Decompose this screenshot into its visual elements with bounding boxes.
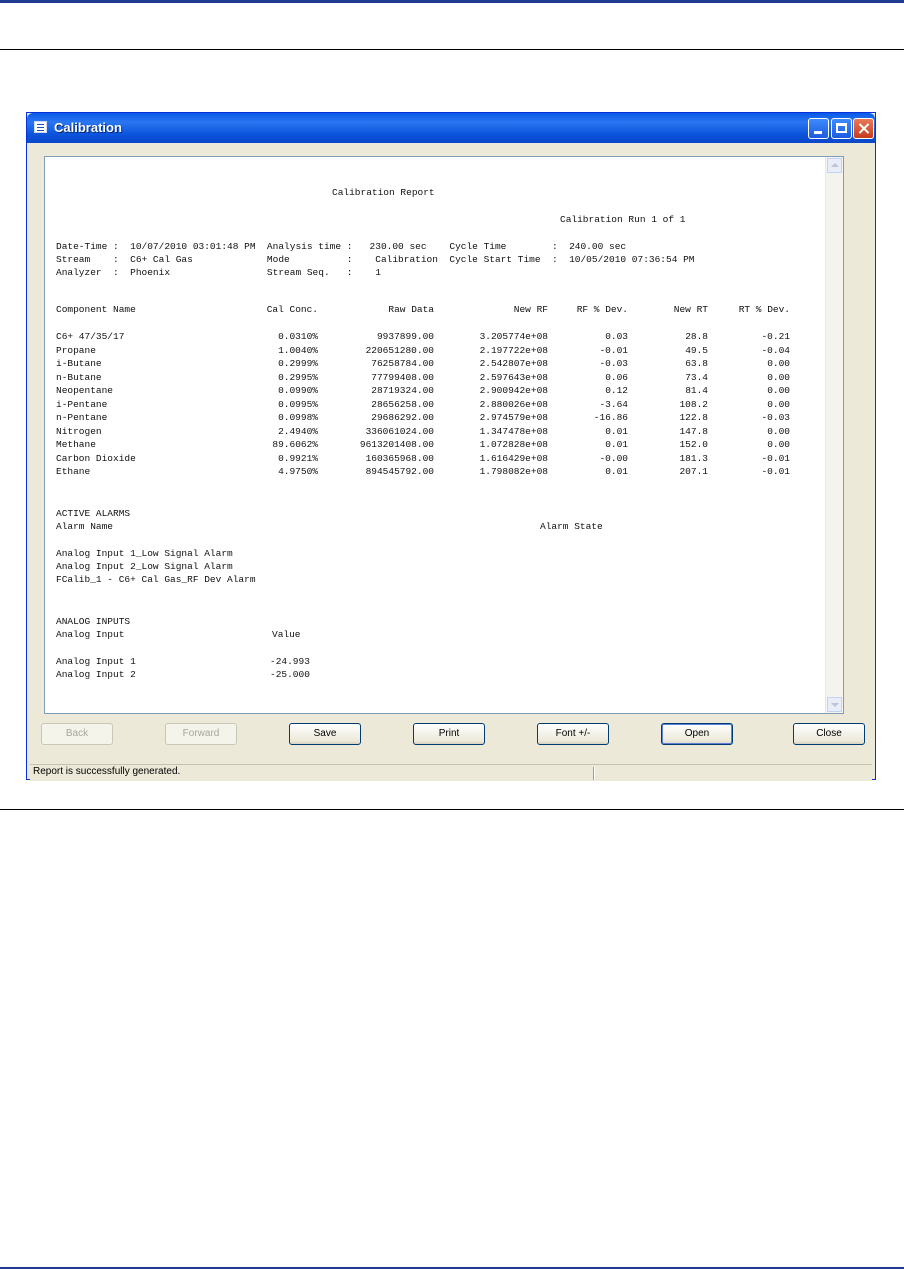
raw-data-cell: 160365968.00 xyxy=(365,453,434,464)
rf-dev-cell: -16.86 xyxy=(593,412,628,423)
window-title: Calibration xyxy=(54,120,122,135)
cal-conc-cell: 4.9750% xyxy=(278,466,318,477)
alarm-item: Analog Input 1_Low Signal Alarm xyxy=(56,548,233,559)
new-rf-cell: 1.347478e+08 xyxy=(479,426,548,437)
raw-data-cell: 220651280.00 xyxy=(365,345,434,356)
font-size-button[interactable]: Font +/- xyxy=(537,723,609,745)
app-icon xyxy=(34,121,47,133)
rf-dev-cell: 0.01 xyxy=(605,439,628,450)
rt-dev-cell: 0.00 xyxy=(767,439,790,450)
rt-dev-cell: 0.00 xyxy=(767,426,790,437)
rt-dev-cell: -0.21 xyxy=(761,331,790,342)
report-content xyxy=(54,157,826,713)
new-rf-cell: 1.798082e+08 xyxy=(479,466,548,477)
rt-dev-cell: -0.03 xyxy=(761,412,790,423)
raw-data-cell: 894545792.00 xyxy=(365,466,434,477)
rt-dev-cell: 0.00 xyxy=(767,385,790,396)
component-name-cell: i-Butane xyxy=(56,358,102,369)
header-line: Analyzer : Phoenix Stream Seq. : 1 xyxy=(56,267,381,278)
raw-data-cell: 28719324.00 xyxy=(371,385,434,396)
component-name-cell: Ethane xyxy=(56,466,91,477)
new-rf-cell: 1.616429e+08 xyxy=(479,453,548,464)
alarms-section-title: ACTIVE ALARMS xyxy=(56,508,131,519)
title-bar[interactable] xyxy=(27,113,875,143)
new-rf-cell: 1.072828e+08 xyxy=(479,439,548,450)
cal-conc-cell: 0.0998% xyxy=(278,412,318,423)
raw-data-cell: 76258784.00 xyxy=(371,358,434,369)
new-rt-cell: 108.2 xyxy=(679,399,708,410)
rt-dev-cell: 0.00 xyxy=(767,372,790,383)
analog-input-value: -24.993 xyxy=(270,656,310,667)
raw-data-cell: 9937899.00 xyxy=(376,331,434,342)
header-line: Stream : C6+ Cal Gas Mode : Calibration Cycle Start Time : 10/05/2010 07:36:54 PM xyxy=(56,254,695,265)
analog-input-name: Analog Input 1 xyxy=(56,656,136,667)
calibration-window xyxy=(26,112,876,780)
top-divider xyxy=(0,49,904,50)
new-rt-cell: 152.0 xyxy=(679,439,708,450)
new-rf-cell: 2.974579e+08 xyxy=(479,412,548,423)
rt-dev-cell: -0.01 xyxy=(761,466,790,477)
raw-data-cell: 77799408.00 xyxy=(371,372,434,383)
new-rf-cell: 2.900942e+08 xyxy=(479,385,548,396)
close-button[interactable]: Close xyxy=(793,723,865,745)
forward-button[interactable]: Forward xyxy=(165,723,237,745)
report-heading: Calibration Report xyxy=(332,187,435,198)
status-text: Report is successfully generated. xyxy=(33,766,181,777)
component-name-cell: Neopentane xyxy=(56,385,114,396)
new-rt-cell: 81.4 xyxy=(685,385,708,396)
analog-input-value: -25.000 xyxy=(270,669,310,680)
new-rt-cell: 49.5 xyxy=(685,345,708,356)
page-top-rule xyxy=(0,0,904,3)
raw-data-cell: 28656258.00 xyxy=(371,399,434,410)
column-header: Cal Conc. xyxy=(266,304,318,315)
rf-dev-cell: 0.03 xyxy=(605,331,628,342)
maximize-button[interactable] xyxy=(831,118,852,139)
component-name-cell: Propane xyxy=(56,345,96,356)
new-rf-cell: 2.542807e+08 xyxy=(479,358,548,369)
print-button[interactable]: Print xyxy=(413,723,485,745)
rf-dev-cell: 0.06 xyxy=(605,372,628,383)
cal-conc-cell: 0.0995% xyxy=(278,399,318,410)
raw-data-cell: 9613201408.00 xyxy=(359,439,434,450)
cal-conc-cell: 0.2999% xyxy=(278,358,318,369)
cal-conc-cell: 1.0040% xyxy=(278,345,318,356)
cal-conc-cell: 0.2995% xyxy=(278,372,318,383)
new-rt-cell: 207.1 xyxy=(679,466,708,477)
alarm-state-header: Alarm State xyxy=(540,521,603,532)
rf-dev-cell: 0.12 xyxy=(605,385,628,396)
component-name-cell: n-Butane xyxy=(56,372,102,383)
new-rf-cell: 3.205774e+08 xyxy=(479,331,548,342)
raw-data-cell: 29686292.00 xyxy=(371,412,434,423)
component-name-cell: C6+ 47/35/17 xyxy=(56,331,125,342)
run-info: Calibration Run 1 of 1 xyxy=(560,214,686,225)
new-rt-cell: 63.8 xyxy=(685,358,708,369)
open-button[interactable]: Open xyxy=(661,723,733,745)
rt-dev-cell: 0.00 xyxy=(767,358,790,369)
alarm-name-header: Alarm Name xyxy=(56,521,114,532)
vertical-scrollbar[interactable] xyxy=(825,157,843,713)
cal-conc-cell: 0.0990% xyxy=(278,385,318,396)
analog-section-title: ANALOG INPUTS xyxy=(56,616,131,627)
column-header: RF % Dev. xyxy=(576,304,628,315)
rf-dev-cell: -3.64 xyxy=(599,399,628,410)
back-button[interactable]: Back xyxy=(41,723,113,745)
rt-dev-cell: 0.00 xyxy=(767,399,790,410)
bottom-divider xyxy=(0,809,904,810)
new-rt-cell: 122.8 xyxy=(679,412,708,423)
rf-dev-cell: -0.01 xyxy=(599,345,628,356)
report-view[interactable] xyxy=(44,156,844,714)
save-button[interactable]: Save xyxy=(289,723,361,745)
scroll-down-arrow-icon[interactable] xyxy=(827,697,842,712)
analog-input-name: Analog Input 2 xyxy=(56,669,136,680)
component-name-cell: i-Pentane xyxy=(56,399,108,410)
cal-conc-cell: 89.6062% xyxy=(272,439,318,450)
component-name-cell: n-Pentane xyxy=(56,412,108,423)
column-header: Component Name xyxy=(56,304,136,315)
rt-dev-cell: -0.04 xyxy=(761,345,790,356)
rf-dev-cell: -0.03 xyxy=(599,358,628,369)
rf-dev-cell: 0.01 xyxy=(605,426,628,437)
new-rf-cell: 2.197722e+08 xyxy=(479,345,548,356)
rf-dev-cell: -0.00 xyxy=(599,453,628,464)
column-header: Raw Data xyxy=(388,304,434,315)
component-name-cell: Carbon Dioxide xyxy=(56,453,136,464)
new-rf-cell: 2.597643e+08 xyxy=(479,372,548,383)
new-rt-cell: 181.3 xyxy=(679,453,708,464)
cal-conc-cell: 0.9921% xyxy=(278,453,318,464)
component-name-cell: Nitrogen xyxy=(56,426,102,437)
analog-value-header: Value xyxy=(272,629,301,640)
new-rt-cell: 28.8 xyxy=(685,331,708,342)
rf-dev-cell: 0.01 xyxy=(605,466,628,477)
new-rt-cell: 73.4 xyxy=(685,372,708,383)
component-name-cell: Methane xyxy=(56,439,96,450)
header-line: Date-Time : 10/07/2010 03:01:48 PM Analysis time : 230.00 sec Cycle Time : 240.00 sec xyxy=(56,241,627,252)
cal-conc-cell: 0.0310% xyxy=(278,331,318,342)
window-client-area xyxy=(30,143,872,776)
new-rt-cell: 147.8 xyxy=(679,426,708,437)
column-header: RT % Dev. xyxy=(738,304,790,315)
status-separator xyxy=(593,767,594,780)
column-header: New RT xyxy=(673,304,708,315)
column-header: New RF xyxy=(513,304,548,315)
close-window-button[interactable] xyxy=(853,118,874,139)
cal-conc-cell: 2.4940% xyxy=(278,426,318,437)
raw-data-cell: 336061024.00 xyxy=(365,426,434,437)
new-rf-cell: 2.880026e+08 xyxy=(479,399,548,410)
alarm-item: Analog Input 2_Low Signal Alarm xyxy=(56,561,233,572)
scroll-up-arrow-icon[interactable] xyxy=(827,158,842,173)
rt-dev-cell: -0.01 xyxy=(761,453,790,464)
alarm-item: FCalib_1 - C6+ Cal Gas_RF Dev Alarm xyxy=(56,574,256,585)
analog-input-header: Analog Input xyxy=(56,629,125,640)
minimize-button[interactable] xyxy=(808,118,829,139)
status-bar xyxy=(30,764,872,781)
